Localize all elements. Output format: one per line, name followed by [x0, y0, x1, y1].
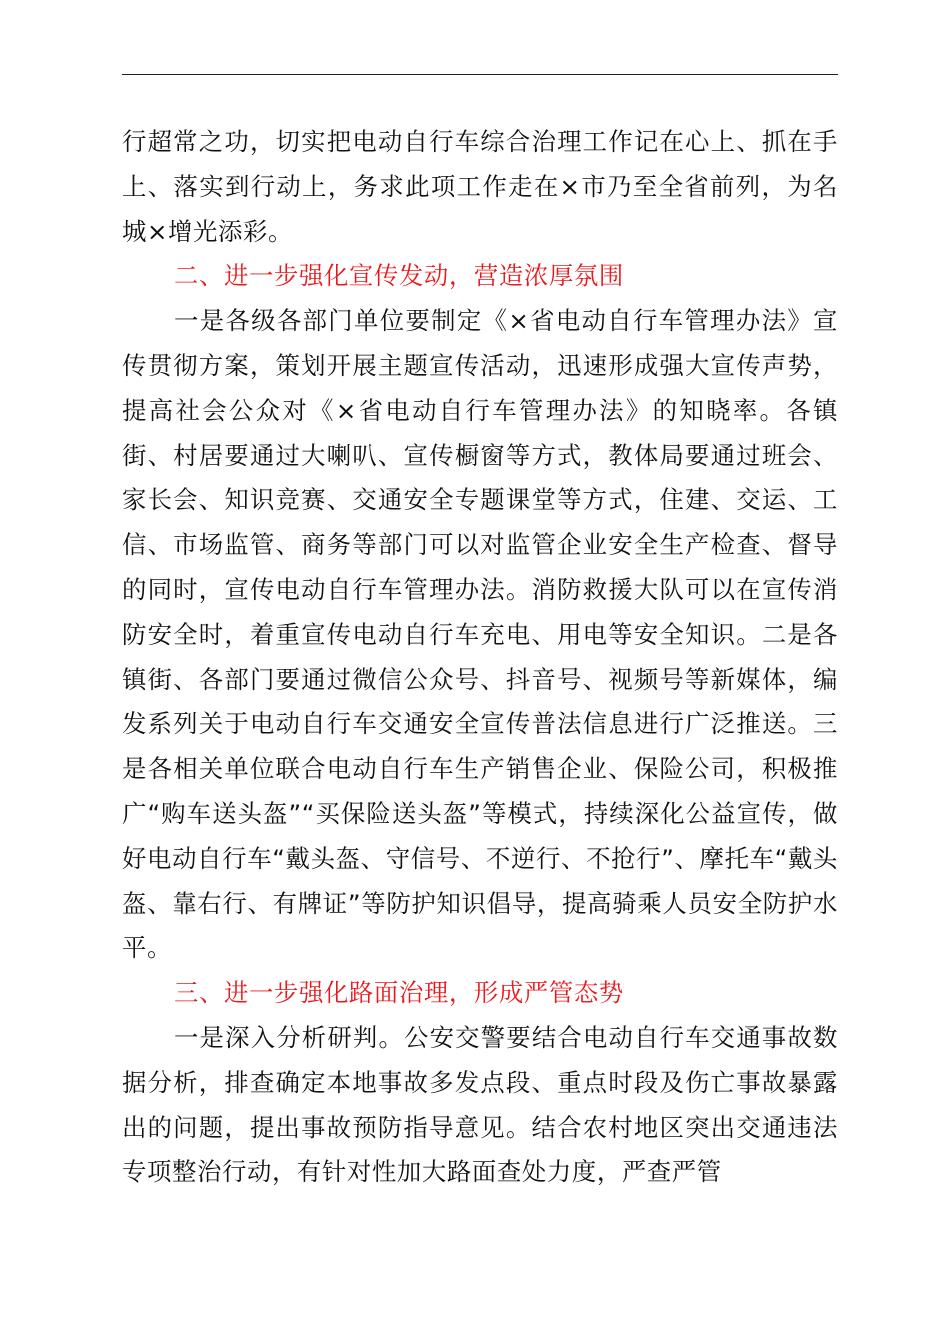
paragraph-publicity: 一是各级各部门单位要制定《×省电动自行车管理办法》宣传贯彻方案，策划开展主题宣传活动，迅速形成强大宣传声势，提高社会公众对《×省电动自行车管理办法》的知晓率。各镇街、村居要通过大喇叭、宣传橱窗等方式，教体局要通过班会、家长会、知识竞赛、交通安全专题课堂等方式，住建、交运、工信、市场监管、商务等部门可以对监管企业安全生产检查、督导的同时，宣传电动自行车管理办法。消防救援大队可以在宣传消防安全时，着重宣传电动自行车充电、用电等安全知识。二是各镇街、各部门要通过微信公众号、抖音号、视频号等新媒体，编发系列关于电动自行车交通安全宣传普法信息进行广泛推送。三是各相关单位联合电动自行车生产销售企业、保险公司，积极推广“购车送头盔”“买保险送头盔”等模式，持续深化公益宣传，做好电动自行车“戴头盔、守信号、不逆行、不抢行”、摩托车“戴头盔、靠右行、有牌证”等防护知识倡导，提高骑乘人员安全防护水平。: [122, 306, 838, 963]
section-heading-2: 二、进一步强化宣传发动，营造浓厚氛围: [174, 261, 624, 291]
document-body: [122, 120, 838, 1195]
paragraph-road-governance: 一是深入分析研判。公安交警要结合电动自行车交通事故数据分析，排查确定本地事故多发点段、重点时段及伤亡事故暴露出的问题，提出事故预防指导意见。结合农村地区突出交通违法专项整治行动，有针对性加大路面查处力度，严查严管: [122, 1022, 838, 1187]
header-rule: [122, 74, 838, 75]
section-heading-3: 三、进一步强化路面治理，形成严管态势: [174, 978, 624, 1008]
paragraph-continuation: 行超常之功，切实把电动自行车综合治理工作记在心上、抓在手上、落实到行动上，务求此项工作走在×市乃至全省前列，为名城×增光添彩。: [122, 127, 838, 246]
